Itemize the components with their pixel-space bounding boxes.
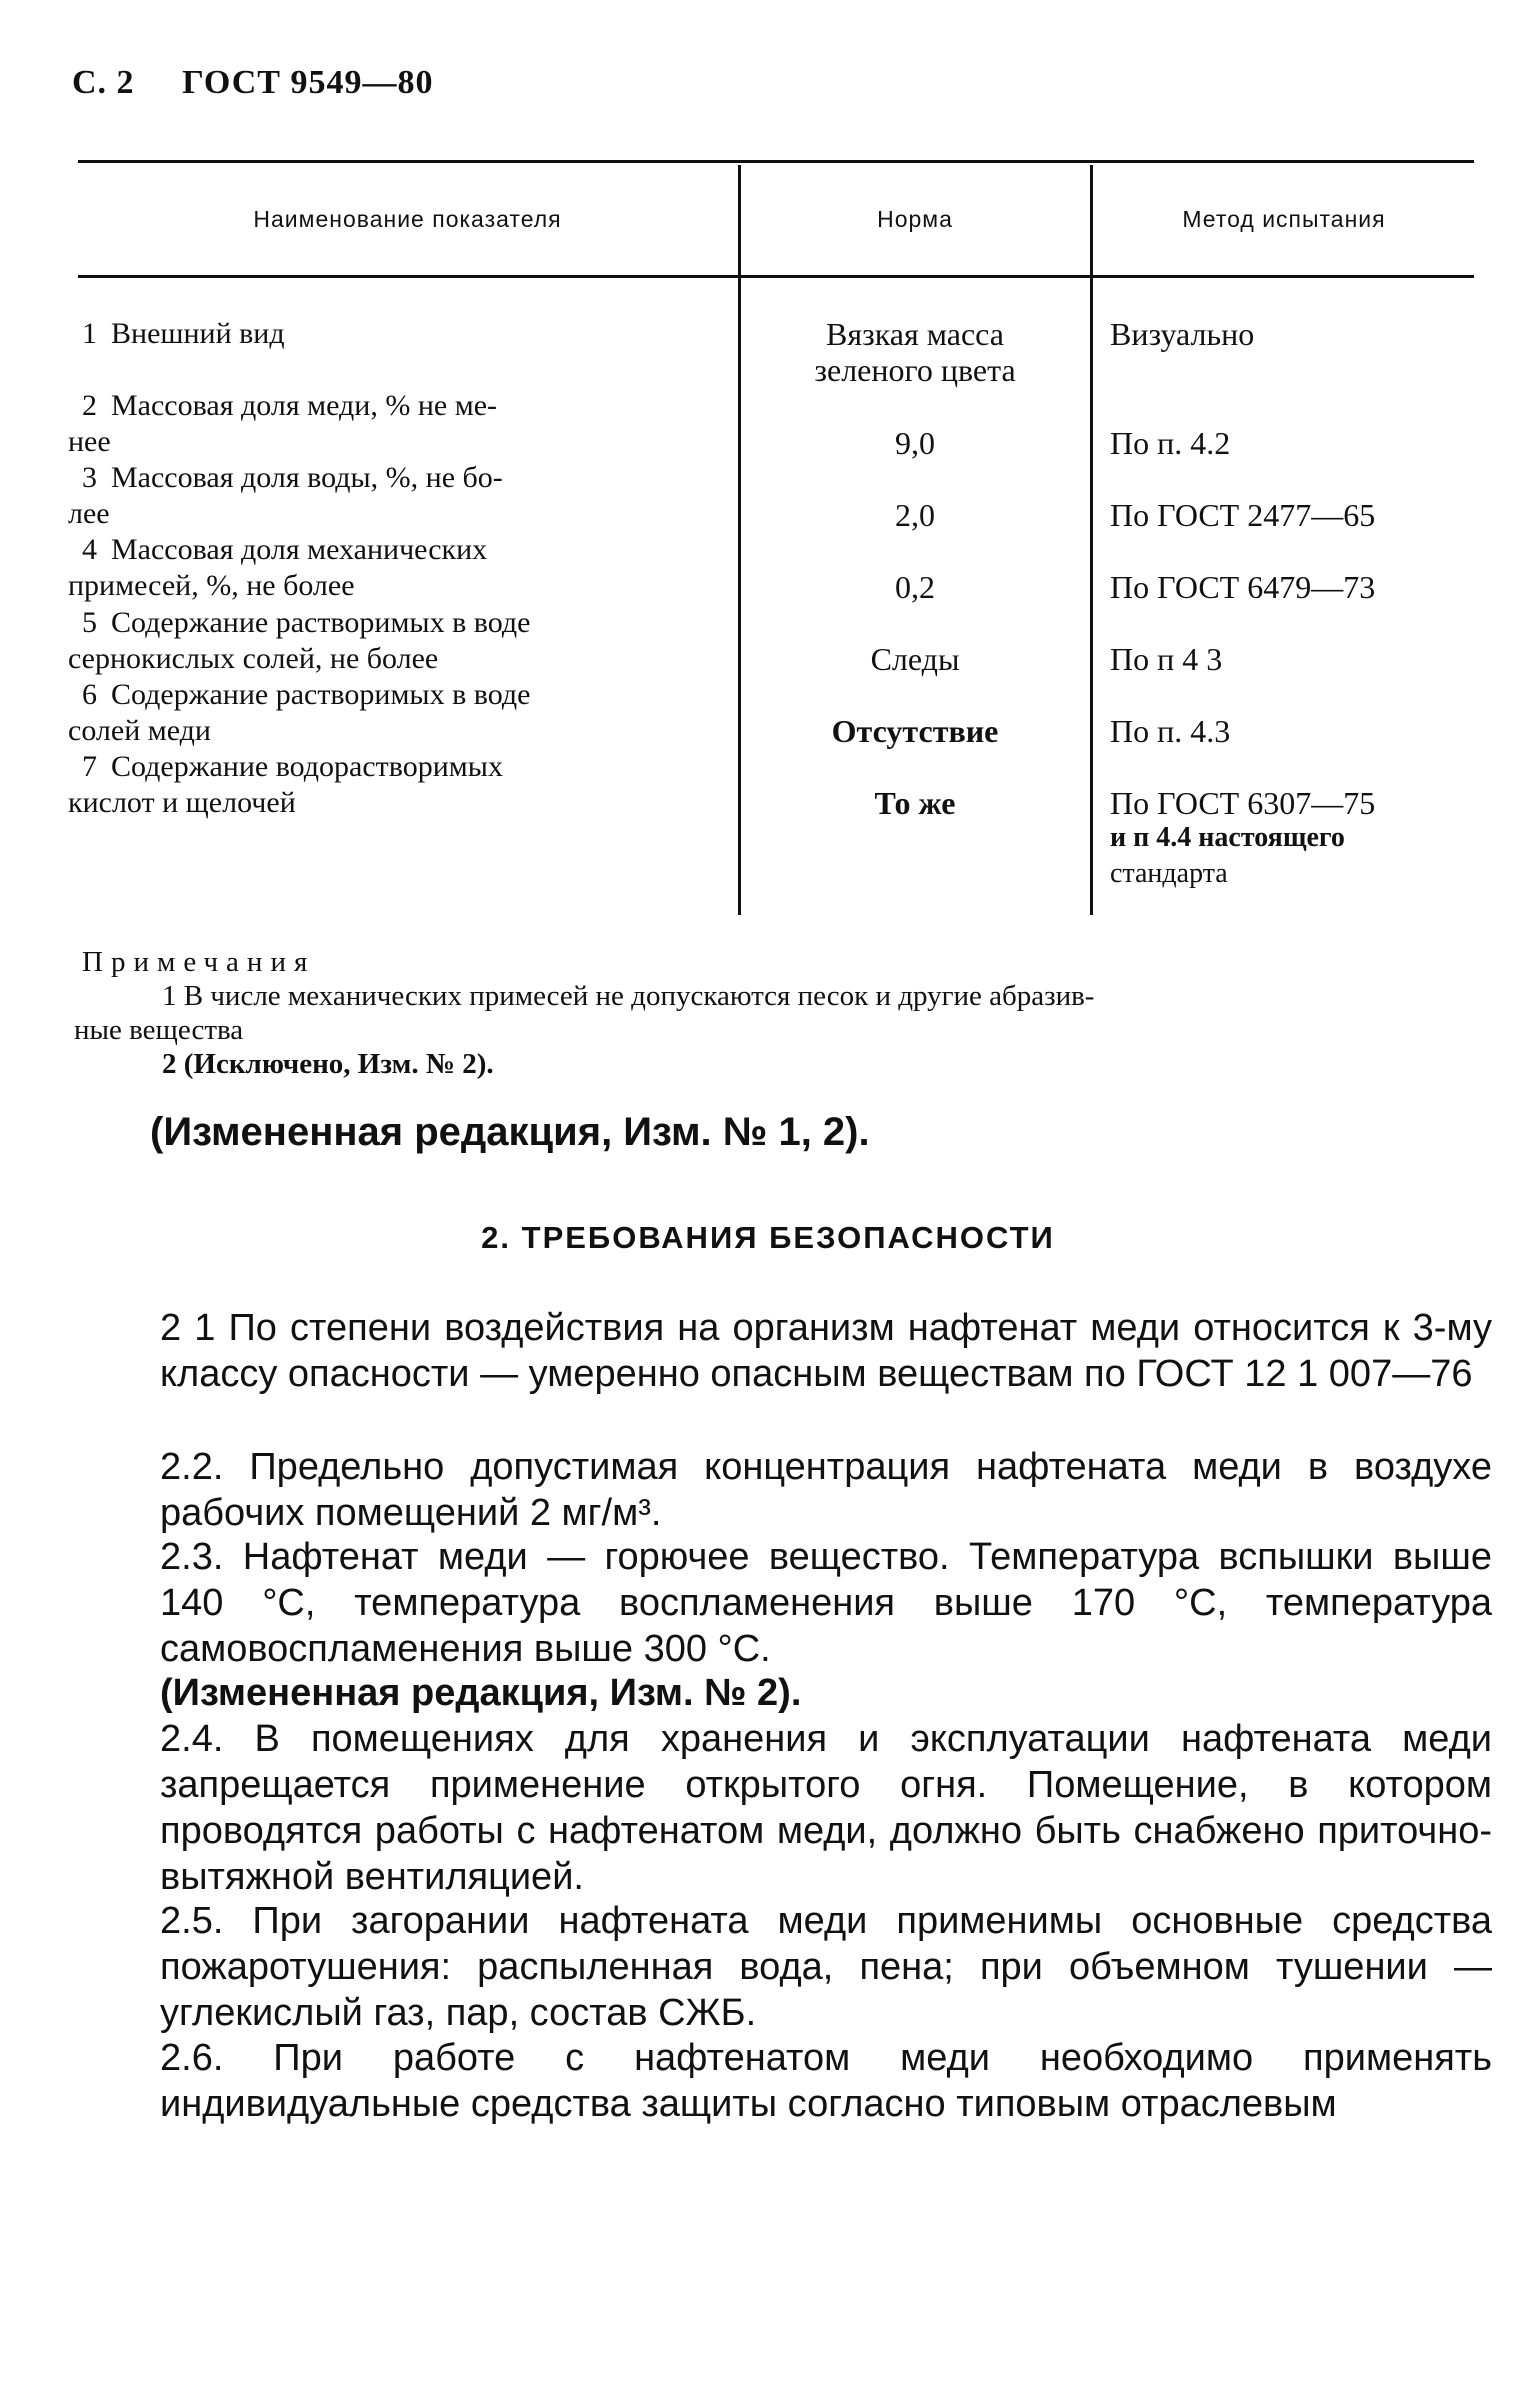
table-row-norm-5: Следы [870, 641, 960, 677]
header-method: Метод испытания [1182, 206, 1386, 232]
table-row-method-4: По ГОСТ 6479—73 [1110, 569, 1376, 605]
header-norm: Норма [877, 206, 953, 232]
table-row-name-3: 3 Массовая доля воды, %, не бо- лее [68, 461, 503, 530]
page-number: С. 2 [72, 64, 135, 101]
table-notes [74, 945, 1502, 1081]
section-title: 2. ТРЕБОВАНИЯ БЕЗОПАСНОСТИ [481, 1220, 1055, 1255]
table-row-method-6: По п. 4.3 [1110, 713, 1231, 749]
table-header-rule [78, 275, 1474, 278]
table-row-norm-4: 0,2 [895, 569, 935, 605]
table-row-name-7: 7 Содержание водорастворимых кислот и щелочей [68, 750, 503, 819]
note-1-line-1: 1 В числе механических примесей не допускаются песок и другие абразив- [162, 980, 1095, 1012]
table-row-norm-3: 2,0 [895, 497, 935, 533]
table-row-method-1: Визуально [1110, 316, 1255, 352]
table-row-name-6: 6 Содержание растворимых в воде солей меди [68, 678, 531, 747]
table-row-method-5: По п 4 3 [1110, 641, 1223, 677]
table-row-norm-6: Отсутствие [831, 713, 999, 749]
paragraph-2-4: 2.4. В помещениях для хранения и эксплуатации нафтената меди запрещается применение открытого огня. Помещение, в котором проводятся работы с нафтенатом меди, должно быть снабжено приточно-вытяжной вентиляцией. [160, 1718, 1492, 1898]
paragraph-2-2: 2.2. Предельно допустимая концентрация нафтената меди в воздухе рабочих помещений 2 мг/м³. [160, 1446, 1492, 1534]
note-1-line-2: ные вещества [74, 1014, 244, 1046]
table-row-method-7-continued: и п 4.4 настоящего стандарта [1110, 822, 1345, 889]
note-2: 2 (Исключено, Изм. № 2). [162, 1048, 494, 1080]
table-row-name-1: 1 Внешний вид [82, 317, 285, 350]
page-header [72, 64, 471, 102]
table-row-norm-2: 9,0 [895, 425, 935, 461]
revision-note-1: (Измененная редакция, Изм. № 1, 2). [150, 1110, 870, 1154]
table-row-norm-1: Вязкая масса зеленого цвета [814, 316, 1016, 388]
table-row-method-3: По ГОСТ 2477—65 [1110, 497, 1376, 533]
table-top-rule [78, 160, 1474, 163]
header-indicator: Наименование показателя [253, 206, 562, 232]
table-row-norm-7: То же [874, 785, 956, 821]
table-row-name-2: 2 Массовая доля меди, % не ме- нее [68, 389, 498, 458]
revision-note-2: (Измененная редакция, Изм. № 2). [160, 1672, 802, 1714]
notes-title: Примечания [82, 946, 316, 978]
paragraph-2-6: 2.6. При работе с нафтенатом меди необходимо применять индивидуальные средства защиты согласно типовым отраслевым [160, 2037, 1492, 2125]
table-row-name-5: 5 Содержание растворимых в воде сернокислых солей, не более [68, 606, 531, 675]
table-row-name-4: 4 Массовая доля механических примесей, %, не более [68, 533, 488, 602]
table-divider-2 [1090, 165, 1093, 915]
table-divider-1 [738, 165, 741, 915]
paragraph-2-5: 2.5. При загорании нафтената меди применимы основные средства пожаротушения: распыленная вода, пена; при объемном тушении — углекислый газ, пар, состав СЖБ. [160, 1900, 1492, 2034]
table-row-method-7: По ГОСТ 6307—75 [1110, 785, 1376, 821]
standard-id: ГОСТ 9549—80 [182, 64, 434, 101]
table-row-method-2: По п. 4.2 [1110, 425, 1231, 461]
paragraph-2-1: 2 1 По степени воздействия на организм нафтенат меди относится к 3-му классу опасности — умеренно опасным веществам по ГОСТ 12 1 007—76 [160, 1307, 1492, 1395]
paragraph-2-3: 2.3. Нафтенат меди — горючее вещество. Температура вспышки выше 140 °С, температура воспламенения выше 170 °С, температура самовоспламенения выше 300 °С. [160, 1536, 1492, 1670]
